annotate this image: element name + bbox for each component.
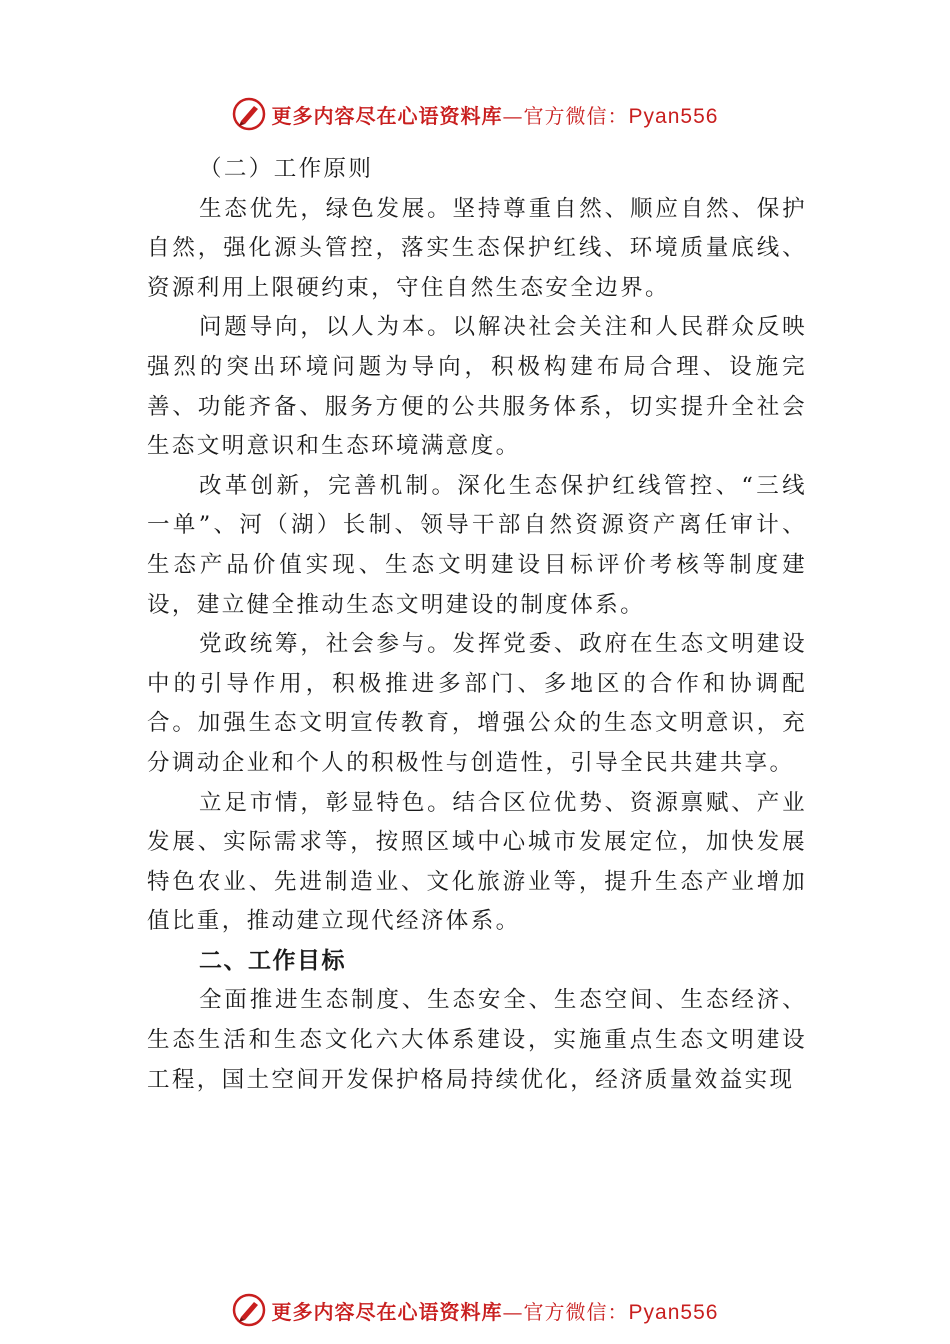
watermark-text [272, 100, 719, 129]
watermark-header [0, 94, 950, 134]
pen-logo-icon [232, 1293, 266, 1327]
document-body [147, 150, 807, 1100]
watermark-main: 更多内容尽在心语资料库 [271, 1299, 503, 1324]
watermark-separator: — [502, 103, 524, 128]
watermark-separator: — [502, 1299, 524, 1324]
paragraph-reform-innovation: 改革创新，完善机制。深化生态保护红线管控、“三线一单”、河（湖）长制、领导干部自然资源资产离任审计、生态产品价值实现、生态文明建设目标评价考核等制度建设，建立健全推动生态文明建设的制度体系。 [147, 472, 807, 618]
watermark-footer [0, 1290, 950, 1330]
paragraph-problem-oriented: 问题导向，以人为本。以解决社会关注和人民群众反映强烈的突出环境问题为导向，积极构建布局合理、设施完善、功能齐备、服务方便的公共服务体系，切实提升全社会生态文明意识和生态环境满意度。 [147, 314, 807, 460]
paragraph-goals: 全面推进生态制度、生态安全、生态空间、生态经济、生态生活和生态文化六大体系建设，实施重点生态文明建设工程，国土空间开发保护格局持续优化，经济质量效益实现 [147, 987, 807, 1093]
paragraph-ecology-first: 生态优先，绿色发展。坚持尊重自然、顺应自然、保护自然，强化源头管控，落实生态保护红线、环境质量底线、 资源利用上限硬约束，守住自然生态安全边界。 [147, 195, 807, 301]
watermark-text [272, 1296, 719, 1325]
watermark-label: 官方微信： [523, 1299, 629, 1324]
section-heading-goals: 二、工作目标 [199, 947, 346, 974]
watermark-id: Pyan556 [628, 104, 719, 128]
paragraph-local-features: 立足市情，彰显特色。结合区位优势、资源禀赋、产业发展、实际需求等，按照区域中心城市发展定位，加快发展特色农业、先进制造业、文化旅游业等，提升生态产业增加 值比重，推动建立现代经济体系。 [147, 789, 807, 935]
watermark-id: Pyan556 [628, 1300, 719, 1324]
watermark-main: 更多内容尽在心语资料库 [271, 103, 503, 128]
watermark-label: 官方微信： [523, 103, 629, 128]
section-heading-principles: （二）工作原则 [199, 156, 374, 182]
pen-logo-icon [232, 97, 266, 131]
paragraph-party-coordination: 党政统筹，社会参与。发挥党委、政府在生态文明建设中的引导作用，积极推进多部门、多地区的合作和协调配合。加强生态文明宣传教育，增强公众的生态文明意识，充分调动企业和个人的积极性与创造性，引导全民共建共享。 [147, 631, 807, 776]
